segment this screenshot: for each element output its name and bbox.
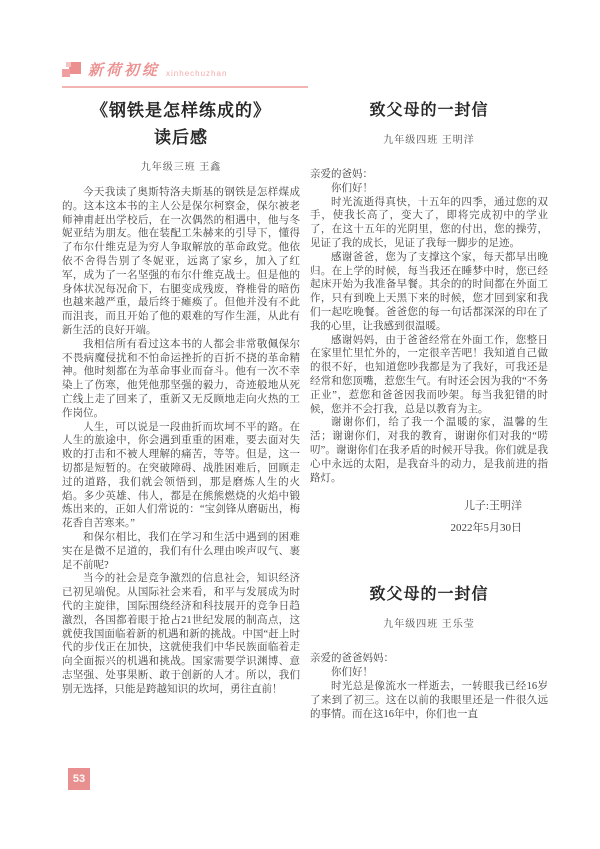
right-column — [310, 95, 548, 721]
page-header — [62, 60, 308, 88]
essay-title-line1: 《钢铁是怎样练成的》 — [91, 101, 271, 120]
letter2-author: 九年级四班 王乐莹 — [383, 619, 475, 631]
paragraph: 时光总是像流水一样逝去，一转眼我已经16岁了来到了初三。这在以前的我眼里还是一件很久远的事情。而在这16年中，你们也一直 — [310, 680, 548, 720]
letter2-salutation: 亲爱的爸爸妈妈： — [310, 653, 394, 665]
letter2-greeting: 你们好！ — [331, 667, 373, 679]
essay-body — [62, 186, 300, 696]
letter1-greeting: 你们好！ — [331, 182, 373, 194]
paragraph: 感谢爸爸，您为了支撑这个家，每天都早出晚归。在上学的时候，每当我还在睡梦中时，您已经起床开始为我准备早餐。其余的的时间都在外面工作，只有到晚上天黑下来的时候，您才回到家和我们一起吃晚餐。爸爸您的每一句话都深深的印在了我的心里，让我感到很温暖。 — [310, 251, 548, 332]
paragraph: 当今的社会是竞争激烈的信息社会，知识经济已初见端倪。从国际社会来看，和平与发展成为时代的主旋律，国际围绕经济和科技展开的竞争日趋激烈，各国都着眼于抢占21世纪发展的制高点，这就使我国面临着新的机遇和新的挑战。中国“赶上时代的步伐正在加快，这就使我们中华民族面临着走向全面振兴的机遇和挑战。国家需要学识渊博、意志坚强、处事果断、敢于创新的人才。所以，我们别无选择，只能是跨越知识的坎坷，勇往直前！ — [62, 573, 300, 695]
paragraph: 感谢妈妈，由于爸爸经常在外面工作，您整日在家里忙里忙外的，一定很辛苦吧！我知道自己做的很不好，也知道您吵我都是为了我好，可我还是经常和您顶嘴，惹您生气。有时还会因为我的“不务正业”，惹您和爸爸因我而吵架。每当我犯错的时候，您并不会打我，总是以教育为主。 — [310, 334, 548, 415]
brand-logo — [62, 60, 308, 80]
letter1-author: 九年级四班 王明洋 — [383, 135, 475, 146]
brand-name: 新荷初绽 — [88, 62, 161, 79]
letter1-salutation: 亲爱的爸妈： — [310, 169, 373, 180]
letter1-date: 2022年5月30日 — [450, 522, 522, 535]
letter2-body — [310, 680, 548, 721]
essay-title — [62, 97, 300, 151]
paragraph: 谢谢你们，给了我一个温暖的家，温馨的生活；谢谢你们，对我的教育，谢谢你们对我的“唠叨”。谢谢你们在我矛盾的时候开导我。你们就是我心中永远的太阳，是我奋斗的动力，是我前进的指路灯。 — [310, 417, 548, 484]
essay-title-line2: 读后感 — [154, 128, 208, 147]
letter2-title: 致父母的一封信 — [369, 586, 489, 604]
paragraph: 人生，可以说是一段曲折而坎坷不平的路。在人生的旅途中，你会遇到重重的困难，要去面对失败的打击和不被人理解的痛苦，等等。但是，这一切都是短暂的。在突破障碍、战胜困难后，回顾走过的道路，我们就会领悟到，那是磨炼人生的火焰。多少英雄、伟人，都是在熊熊燃烧的火焰中锻炼出来的，正如人们常说的：“宝剑锋从磨砺出，梅花香自苦寒来。” — [62, 421, 300, 530]
paragraph: 和保尔相比，我们在学习和生活中遇到的困难实在是微不足道的，我们有什么理由唉声叹气、裹足不前呢? — [62, 531, 300, 571]
paragraph: 我相信所有看过这本书的人都会非常敬佩保尔不畏病魔侵扰和不怕命运挫折的百折不挠的革命精神。他时刻都在为革命事业而奋斗。他有一次不幸染上了伤寒，他凭他那坚强的毅力，奇迹般地从死亡线上走了回来了，重新又无反顾地走向火热的工作岗位。 — [62, 338, 300, 419]
brand-squares-icon — [62, 60, 82, 80]
paragraph: 时光流逝得真快，十五年的四季，通过您的双手，使我长高了，变大了，即将完成初中的学业了，在这十五年的光阴里，您的付出，您的操劳，见证了我的成长，见证了我每一脚步的足迹。 — [310, 196, 548, 249]
letter1-body — [310, 196, 548, 486]
essay-author: 九年级三班 王鑫 — [140, 162, 222, 173]
left-column — [62, 95, 300, 696]
paragraph: 今天我读了奥斯特洛夫斯基的钢铁是怎样煤成的。这本这本书的主人公是保尔柯察金，保尔被老师神甫赶出学校后，在一次偶然的相遇中，他与冬妮亚结为朋友。他在装配工朱赫来的引导下，懂得了布尔什维克是为穷人争取解放的革命政党。他依依不舍得告别了冬妮亚，远离了家乡，加入了红军，成为了一名坚强的布尔什维克战士。但是他的身体状况每况俞下，右腿变成残废，脊椎骨的暗伤也越来越严重，最后终于瘫痪了。但他并没有不此而沮丧，而且开始了他的艰难的写作生涯，从此有新生活的良好开端。 — [62, 187, 300, 336]
letter1-signature: 儿子:王明洋 — [463, 500, 522, 513]
letter1-title: 致父母的一封信 — [369, 102, 489, 119]
letter1-signature-block — [310, 495, 548, 539]
page-number-badge: 53 — [68, 768, 90, 790]
brand-subtitle: xinhechuzhan — [166, 69, 228, 78]
